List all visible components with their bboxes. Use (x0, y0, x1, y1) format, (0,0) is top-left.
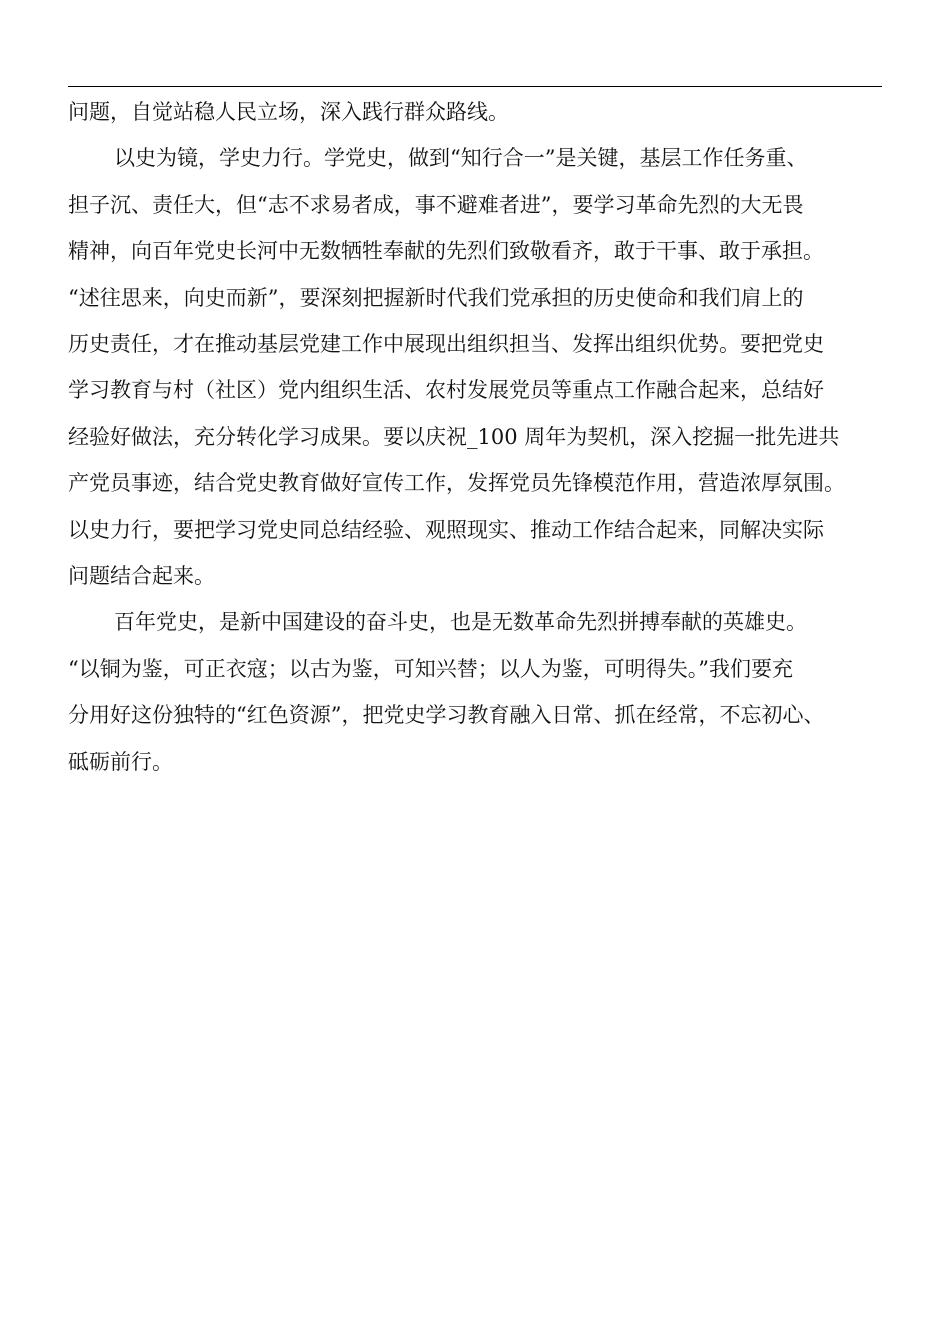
text-line: 问题，自觉站稳人民立场，深入践行群众路线。 (68, 100, 509, 124)
text-line: “以铜为鉴，可正衣寇；以古为鉴，可知兴替；以人为鉴，可明得失。”我们要充 (68, 656, 793, 681)
text-line: 砥砺前行。 (68, 749, 173, 774)
text-line: “述往思来，向史而新”，要深刻把握新时代我们党承担的历史使命和我们肩上的 (68, 285, 804, 310)
text-line: 历史责任，才在推动基层党建工作中展现出组织担当、发挥出组织优势。要把党史 (68, 332, 824, 357)
paragraph-start-line: 以史为镜，学史力行。学党史，做到“知行合一”是关键，基层工作任务重、 (114, 146, 808, 171)
text-line: 精神，向百年党史长河中无数牺牲奉献的先烈们致敬看齐，敢于干事、敢于承担。 (68, 239, 824, 264)
text-line: 问题结合起来。 (68, 564, 215, 589)
text-line: 担子沉、责任大，但“志不求易者成，事不避难者进”，要学习革命先烈的大无畏 (68, 192, 804, 217)
text-line: 学习教育与村（社区）党内组织生活、农村发展党员等重点工作融合起来，总结好 (68, 378, 824, 403)
paragraph-start-line: 百年党史，是新中国建设的奋斗史，也是无数革命先烈拼搏奉献的英雄史。 (114, 610, 807, 635)
document-body (68, 89, 894, 785)
text-line: 以史力行，要把学习党史同总结经验、观照现实、推动工作结合起来，同解决实际 (68, 517, 824, 542)
text-line: 经验好做法，充分转化学习成果。要以庆祝_100 周年为契机，深入挖掘一批先进共 (68, 424, 840, 449)
text-line: 产党员事迹，结合党史教育做好宣传工作，发挥党员先锋模范作用，营造浓厚氛围。 (68, 471, 845, 496)
text-line: 分用好这份独特的“红色资源”，把党史学习教育融入日常、抓在经常，不忘初心、 (68, 703, 825, 728)
header-rule (68, 86, 882, 87)
